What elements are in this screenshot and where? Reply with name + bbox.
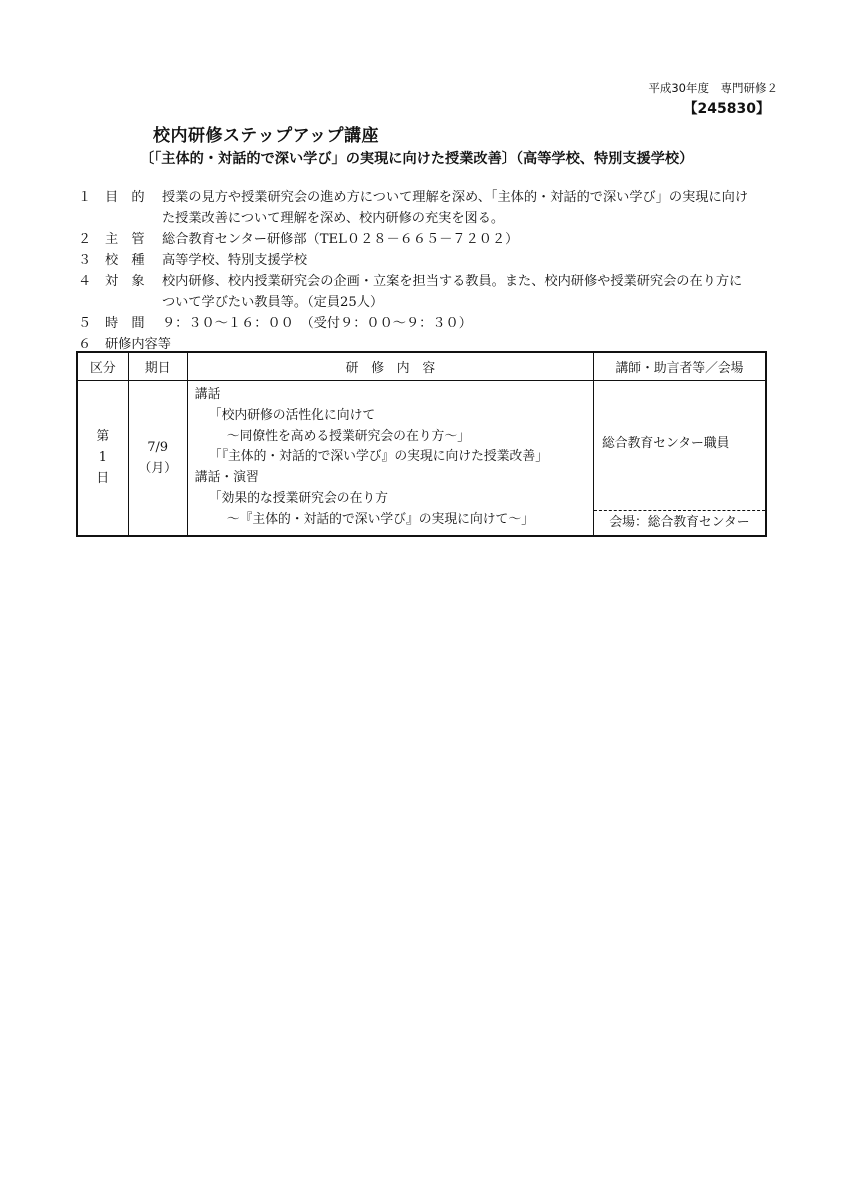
item-label: 時 間 xyxy=(105,316,145,331)
instructor-cell xyxy=(593,381,766,536)
date-value: 7/9 xyxy=(147,439,169,455)
instructor-name: 総合教育センター職員 xyxy=(601,436,730,451)
item-purpose xyxy=(78,187,778,229)
item-label: 対 象 xyxy=(105,274,145,289)
item-text: 高等学校、特別支援学校 xyxy=(162,253,308,268)
item-number: ６ xyxy=(78,337,92,352)
table-header-row xyxy=(77,352,766,381)
page-subtitle: 〔「主体的・対話的で深い学び」の実現に向けた授業改善〕（高等学校、特別支援学校） xyxy=(140,151,694,167)
item-number: ５ xyxy=(78,316,92,331)
item-label: 目 的 xyxy=(105,190,145,205)
content-line: 「校内研修の活性化に向けて xyxy=(208,407,376,423)
item-school-type xyxy=(78,250,778,271)
item-text: ９：３０～１６：００ （受付９：００～９：３０） xyxy=(162,316,472,331)
item-number: ２ xyxy=(78,232,92,247)
item-number: ４ xyxy=(78,274,92,289)
item-number: １ xyxy=(78,190,92,205)
header-content: 研 修 内 容 xyxy=(187,352,593,381)
info-items xyxy=(78,187,778,355)
page-title: 校内研修ステップアップ講座 xyxy=(153,126,379,146)
item-text: た授業改善について理解を深め、校内研修の充実を図る。 xyxy=(162,211,505,226)
content-cell xyxy=(187,381,593,536)
content-line: 「効果的な授業研究会の在り方 xyxy=(208,490,388,506)
content-line: 「『主体的・対話的で深い学び』の実現に向けた授業改善」 xyxy=(208,449,548,465)
item-text: 校内研修、校内授業研究会の企画・立案を担当する教員。また、校内研修や授業研究会の在り方に xyxy=(162,274,743,289)
table-row xyxy=(77,381,766,536)
item-label: 校 種 xyxy=(105,253,145,268)
day-char: 日 xyxy=(96,471,110,487)
weekday: （月） xyxy=(138,460,177,476)
item-organizer xyxy=(78,229,778,250)
header-kubun: 区分 xyxy=(77,352,128,381)
item-text: 総合教育センター研修部（TEL０２８－６６５－７２０２） xyxy=(162,232,519,247)
item-time xyxy=(78,313,778,334)
item-text: ついて学びたい教員等。（定員25人） xyxy=(162,295,384,310)
content-line: 講話・演習 xyxy=(194,470,259,486)
item-label: 主 管 xyxy=(105,232,145,247)
content-line: 講話 xyxy=(194,387,221,402)
schedule-table xyxy=(76,351,767,537)
header-date: 期日 xyxy=(128,352,187,381)
content-line: ～『主体的・対話的で深い学び』の実現に向けて～」 xyxy=(226,511,534,527)
header-year-course: 平成30年度 専門研修２ xyxy=(648,81,778,95)
course-code: 【245830】 xyxy=(683,101,770,117)
item-text: 研修内容等 xyxy=(105,337,171,352)
item-target xyxy=(78,271,778,313)
day-char: 1 xyxy=(98,450,107,466)
venue: 会場：総合教育センター xyxy=(594,510,765,535)
date-cell xyxy=(128,381,187,536)
header-instructor: 講師・助言者等／会場 xyxy=(593,352,766,381)
day-char: 第 xyxy=(96,429,110,445)
item-text: 授業の見方や授業研究会の進め方について理解を深め、「主体的・対話的で深い学び」の実現に向け xyxy=(162,190,749,205)
item-number: ３ xyxy=(78,253,92,268)
day-cell xyxy=(77,381,128,536)
content-line: ～同僚性を高める授業研究会の在り方～」 xyxy=(226,428,470,444)
